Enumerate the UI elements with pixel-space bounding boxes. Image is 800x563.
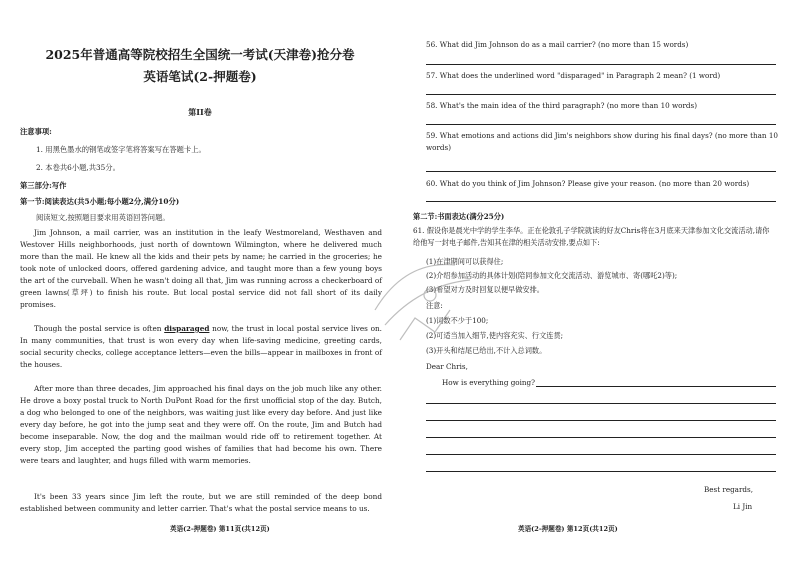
instruction: 阅读短文,按照题目要求用英语回答问题。 xyxy=(36,213,170,222)
point-3: (3)希望对方及时回复以便早做安排。 xyxy=(426,285,544,294)
letter-salutation: Dear Chris, xyxy=(426,362,468,371)
paragraph-1: Jim Johnson, a mail carrier, was an institution in the leafy Westmoreland, Westhaven and Westover Hills neighborhoods, just north of downtown Wilmington, where he delivered much more than the mail. He knew all the kids and their pets by name; he carried in the groceries; he took note of unlocked doors, offered gardening advice, and taught more than a few young boys the art of the curveball. When he wasn't doing all that, Jim was running across a checkerboard of green lawns(草坪) to finish his route. But local postal service did not fall short of its daily promises. xyxy=(20,228,382,309)
letter-opening: How is everything going? xyxy=(442,378,536,387)
writing-line-5[interactable] xyxy=(426,454,776,455)
note-3: (3)开头和结尾已给出,不计入总词数。 xyxy=(426,346,547,355)
volume-label: 第II卷 xyxy=(188,107,212,117)
point-2: (2)介绍参加活动的具体计划(陪同参加文化交流活动、游览城市、寄(哪吒2)等); xyxy=(426,271,678,280)
paragraph-4: It's been 33 years since Jim left the route, but we are still reminded of the deep bond established between community and letter carrier. That's what the postal service means to us. xyxy=(20,492,382,513)
letter-signature: Li Jin xyxy=(733,502,753,511)
point-1: (1)在津期间可以获得住; xyxy=(426,257,504,266)
question-60: 60. What do you think of Jim Johnson? Please give your reason. (no more than 20 words) xyxy=(426,179,750,188)
page-footer-left: 英语(2-押题卷) 第11页(共12页) xyxy=(170,525,270,533)
answer-line-57[interactable] xyxy=(426,94,776,95)
answer-line-60[interactable] xyxy=(426,201,776,202)
note-2: (2)可适当加入细节,使内容充实、行文连贯; xyxy=(426,331,564,340)
section-1-heading: 第一节:阅读表达(共5小题;每小题2分,满分10分) xyxy=(20,197,180,206)
exam-title: 2025年普通高等院校招生全国统一考试(天津卷)抢分卷 xyxy=(45,47,355,62)
part-heading: 第三部分:写作 xyxy=(20,181,67,190)
answer-line-56[interactable] xyxy=(426,64,776,65)
answer-line-58[interactable] xyxy=(426,124,776,125)
writing-line-1[interactable] xyxy=(536,386,776,387)
note-heading: 注意: xyxy=(426,301,443,310)
underlined-word: disparaged xyxy=(164,324,210,333)
section-2-heading: 第二节:书面表达(满分25分) xyxy=(413,212,505,221)
notice-heading: 注意事项: xyxy=(20,127,52,136)
question-59: 59. What emotions and actions did Jim's neighbors show during his final days? (no more than 10 words) xyxy=(426,131,778,152)
paragraph-3: After more than three decades, Jim approached his final days on the job much like any other. He drove a boxy postal truck to North DuPont Road for the first unofficial stop of the day. Butch, a dog who belonged to one of the neighbors, was waiting just like every day before. And just like every day before, he got into the jump seat and they were off. On the route, Jim and Butch had become inseparable. Now, the dog and the mailman would ride off to retirement together. At every stop, Jim accepted the parting good wishes of families that had become his own. There were tears and laughter, and hugs filled with warm memories. xyxy=(20,384,382,465)
question-56: 56. What did Jim Johnson do as a mail carrier? (no more than 15 words) xyxy=(426,40,689,49)
question-58: 58. What's the main idea of the third paragraph? (no more than 10 words) xyxy=(426,101,698,110)
note-1: (1)词数不少于100; xyxy=(426,316,489,325)
writing-line-3[interactable] xyxy=(426,420,776,421)
notice-item-1: 1. 用黑色墨水的钢笔或签字笔将答案写在答题卡上。 xyxy=(36,145,206,154)
notice-item-2: 2. 本卷共6小题,共35分。 xyxy=(36,163,120,172)
question-61: 61. 假设你是晨光中学的学生李华。正在伦敦孔子学院就读的好友Chris将在3月底来天津参加文化交流活动,请你给他写一封电子邮件,告知其在津的相关活动安排,要点如下: xyxy=(413,226,770,247)
writing-line-6[interactable] xyxy=(426,471,776,472)
writing-line-4[interactable] xyxy=(426,437,776,438)
question-57: 57. What does the underlined word "disparaged" in Paragraph 2 mean? (1 word) xyxy=(426,71,721,80)
paragraph-2-text-a: Though the postal service is often xyxy=(34,324,165,333)
answer-line-59[interactable] xyxy=(426,171,776,172)
writing-line-2[interactable] xyxy=(426,403,776,404)
paragraph-2-text-b: now, the trust in local postal service lives on. In many communities, that trust is won every day when life-saving medicine, greeting cards, social security checks, college acceptance letters—even the bills—appear in mailboxes in front of the houses. xyxy=(20,324,382,369)
letter-closing: Best regards, xyxy=(704,485,753,494)
paragraph-2 xyxy=(20,323,382,371)
page-footer-right: 英语(2-押题卷) 第12页(共12页) xyxy=(518,525,618,533)
exam-subtitle: 英语笔试(2-押题卷) xyxy=(143,69,257,84)
